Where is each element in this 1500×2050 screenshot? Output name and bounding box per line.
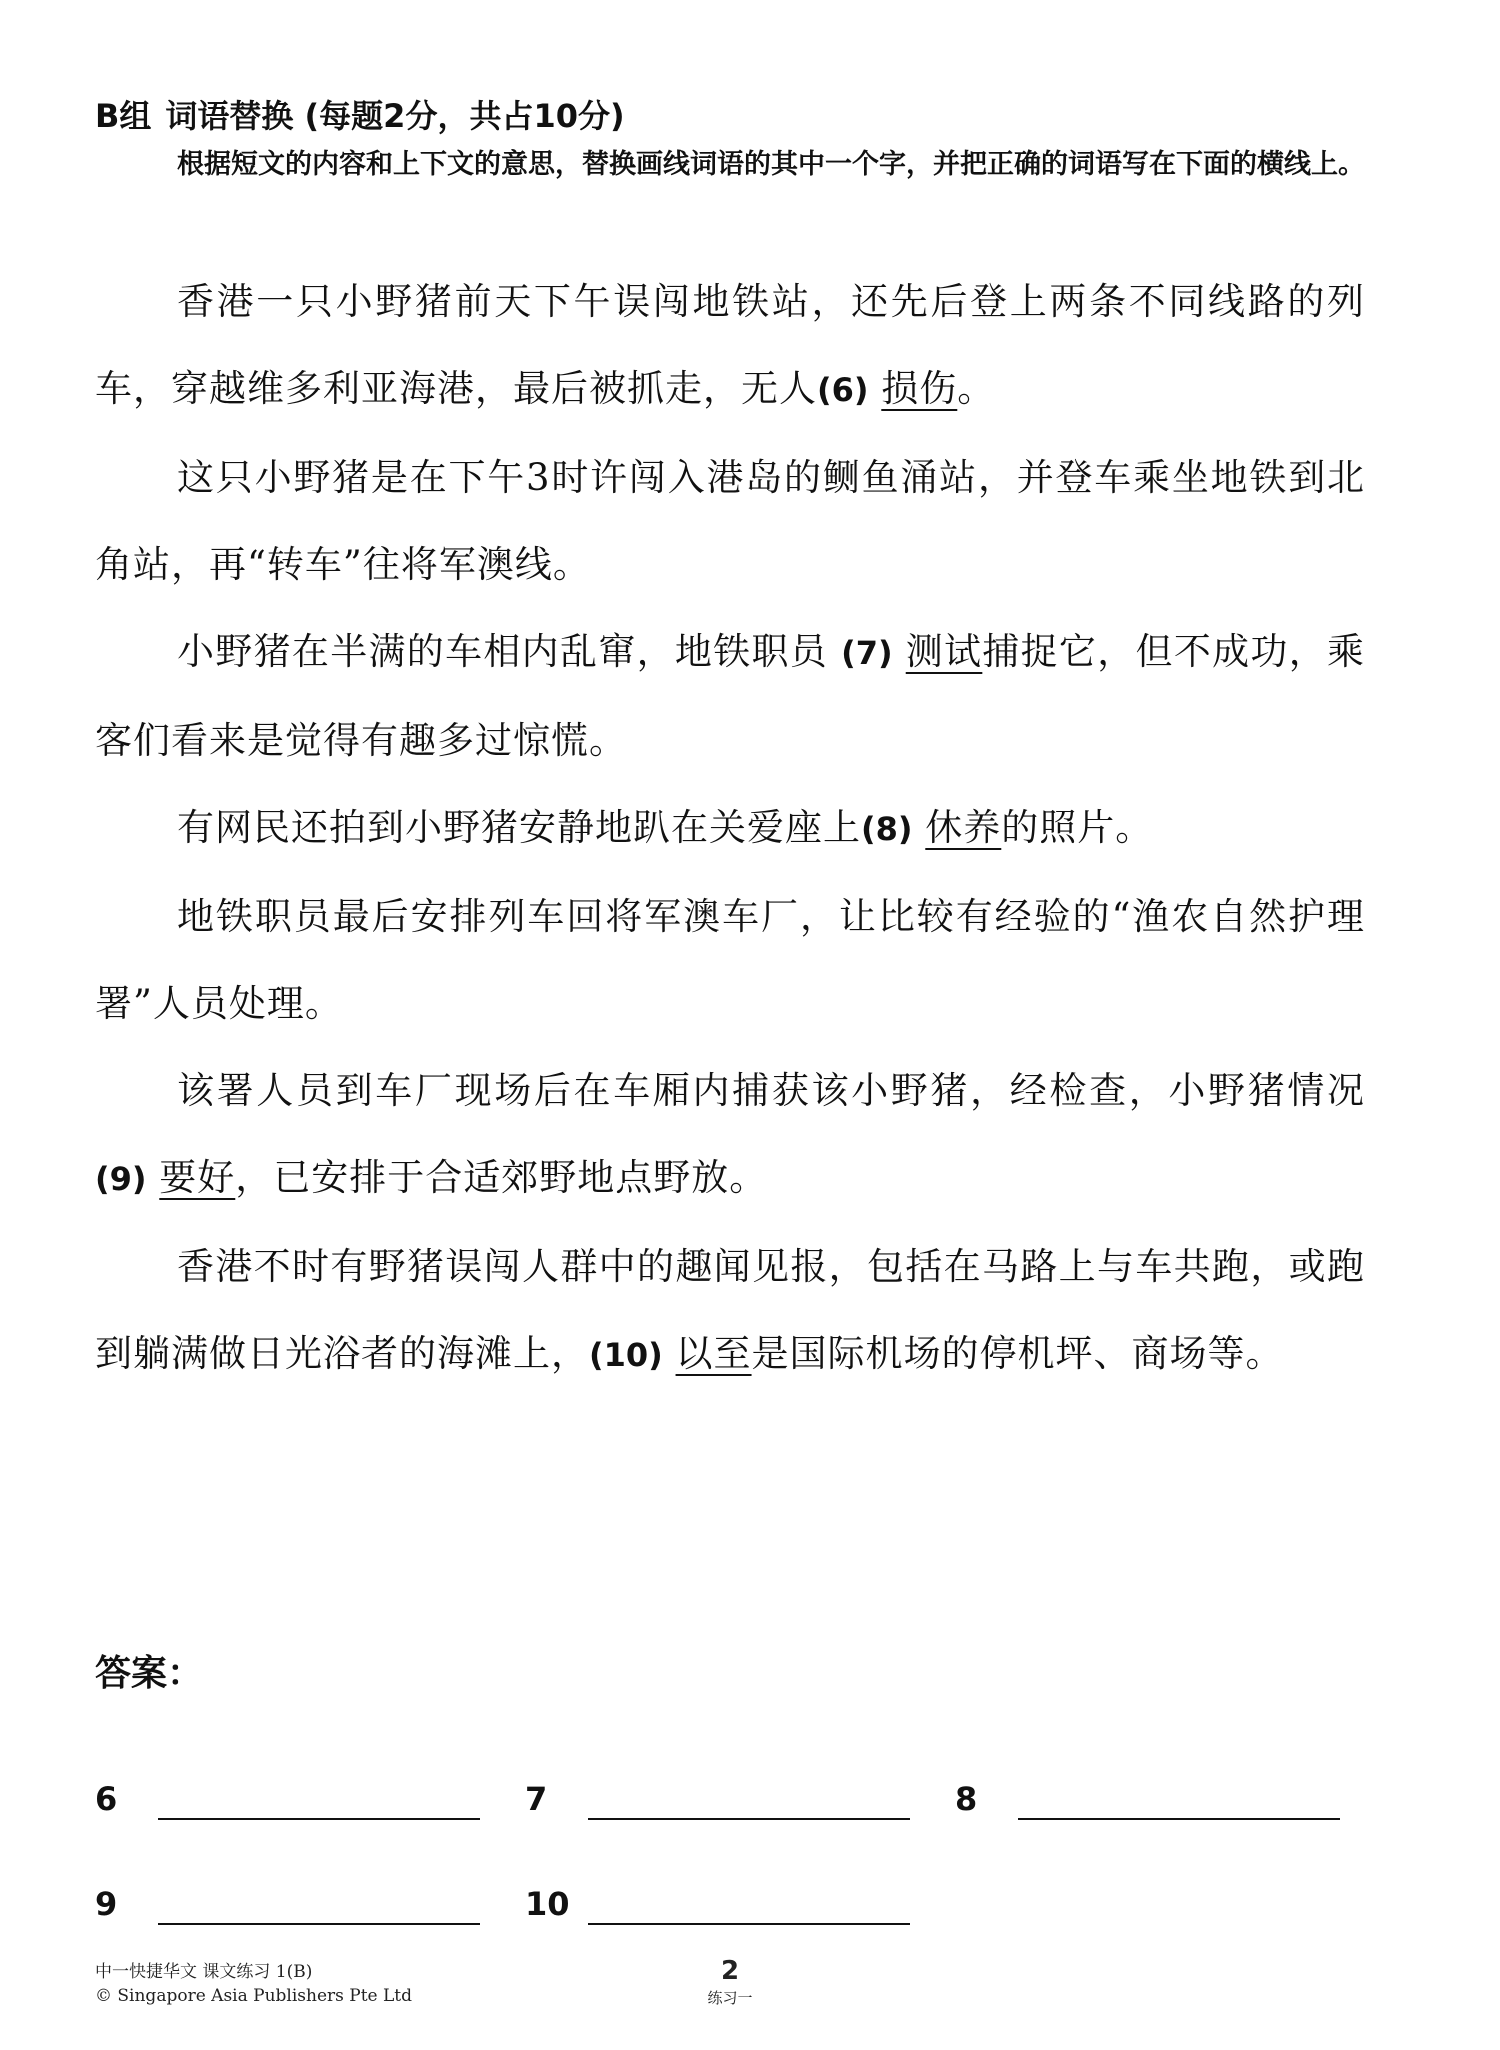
paragraph-text: ，已安排于合适郊野地点野放。	[235, 1156, 768, 1199]
instruction-text: 根据短文的内容和上下文的意思，替换画线词语的其中一个字，并把正确的词语写在下面的横线上。	[177, 149, 1365, 180]
paragraph-3	[95, 608, 1365, 784]
paragraph-text: 该署人员到车厂现场后在车厢内捕获该小野猪，经检查，小野猪情况	[177, 1069, 1365, 1112]
underlined-word-9: 要好	[159, 1156, 236, 1199]
paragraph-text: 有网民还拍到小野猪安静地趴在关爱座上	[177, 806, 861, 849]
answer-row-1	[95, 1770, 1395, 1830]
paragraph-text: 捕捉它，但不成功，乘客们看来是觉得有趣多过惊慌。	[95, 630, 1366, 762]
answer-number: 7	[525, 1780, 548, 1818]
paragraph-1	[95, 258, 1365, 434]
answer-blank-9[interactable]	[158, 1922, 480, 1925]
answer-number: 6	[95, 1780, 118, 1818]
paragraph-text: 。	[957, 367, 996, 410]
section-header	[95, 92, 1415, 186]
footer-center	[650, 1955, 810, 2009]
paragraph-7	[95, 1223, 1365, 1399]
question-number-6: (6)	[817, 371, 869, 409]
exercise-label: 练习一	[707, 1989, 753, 2007]
answer-number: 9	[95, 1885, 118, 1923]
question-number-7: (7)	[841, 634, 893, 672]
paragraph-2	[95, 434, 1365, 608]
question-number-9: (9)	[95, 1160, 147, 1198]
underlined-word-8: 休养	[925, 806, 1002, 849]
paragraph-4	[95, 784, 1365, 873]
page-number: 2	[720, 1956, 740, 1986]
paragraph-text: 地铁职员最后安排列车回将军澳车厂，让比较有经验的“渔农自然护理署”人员处理。	[95, 895, 1365, 1025]
underlined-word-10: 以至	[675, 1332, 752, 1375]
paragraph-6	[95, 1047, 1365, 1223]
answer-row-2	[95, 1875, 1395, 1935]
section-title: 词语替换 (每题2分，共占10分)	[165, 97, 625, 135]
footer-left	[95, 1960, 412, 2008]
answer-blank-7[interactable]	[588, 1817, 910, 1820]
copyright-text: © Singapore Asia Publishers Pte Ltd	[95, 1986, 413, 2006]
paragraph-5	[95, 873, 1365, 1047]
paragraph-text: 香港一只小野猪前天下午误闯地铁站，还先后登上两条不同线路的列车，穿越维多利亚海港，最后被抓走，无人	[95, 280, 1365, 410]
group-label: B组	[95, 97, 152, 135]
answer-blank-10[interactable]	[588, 1922, 910, 1925]
paragraph-text: 的照片。	[1001, 806, 1154, 849]
paragraph-text: 这只小野猪是在下午3时许闯入港岛的鲗鱼涌站，并登车乘坐地铁到北角站，再“转车”往将军澳线。	[95, 456, 1365, 586]
answer-title: 答案：	[95, 1653, 204, 1694]
paragraph-text: 是国际机场的停机坪、商场等。	[751, 1332, 1284, 1375]
underlined-word-7: 测试	[905, 630, 983, 673]
answer-blank-8[interactable]	[1018, 1817, 1340, 1820]
passage	[95, 258, 1365, 1399]
question-number-8: (8)	[861, 810, 913, 848]
book-title: 中一快捷华文 课文练习 1(B)	[95, 1962, 313, 1982]
answer-number: 8	[955, 1780, 978, 1818]
answer-blank-6[interactable]	[158, 1817, 480, 1820]
paragraph-text: 香港不时有野猪误闯人群中的趣闻见报，包括在马路上与车共跑，或跑到躺满做日光浴者的海滩上，	[95, 1245, 1365, 1375]
underlined-word-6: 损伤	[881, 367, 958, 410]
section-title-line	[95, 92, 1415, 140]
answer-number: 10	[525, 1885, 570, 1923]
paragraph-text: 小野猪在半满的车相内乱窜，地铁职员	[177, 630, 829, 673]
question-number-10: (10)	[589, 1336, 663, 1374]
